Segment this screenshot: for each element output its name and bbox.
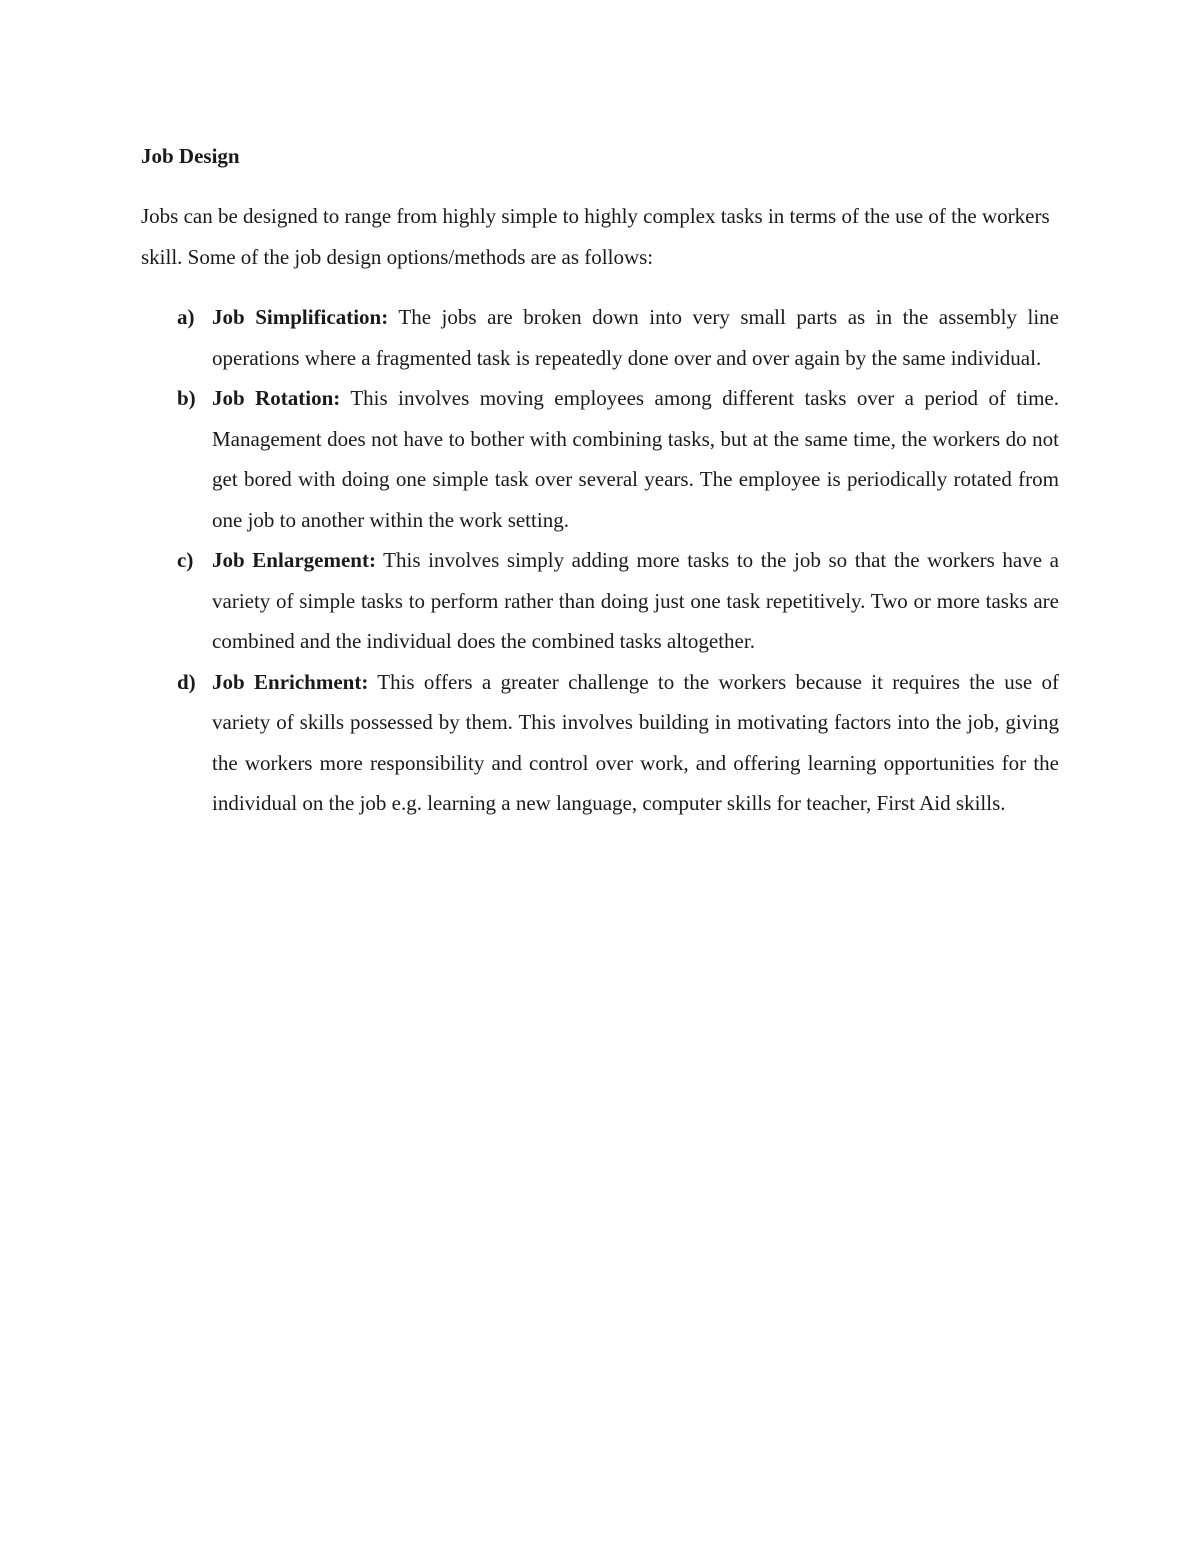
method-term: Job Enrichment: (212, 669, 369, 694)
list-item-job-simplification (141, 297, 1059, 378)
list-item-job-rotation (141, 378, 1059, 540)
method-description: This offers a greater challenge to the workers because it requires the use of variety of skills possessed by them. This involves building in motivating factors into the job, giving the workers more responsibility and control over work, and offering learning opportunities for the individual on the job e.g. learning a new language, computer skills for teacher, First Aid skills. (212, 669, 1060, 815)
list-marker: a) (177, 305, 195, 329)
job-design-methods-list (141, 297, 1059, 824)
section-heading: Job Design (141, 144, 240, 168)
method-description: This involves simply adding more tasks to the job so that the workers have a variety of simple tasks to perform rather than doing just one task repetitively. Two or more tasks are combined and the individual does the combined tasks altogether. (212, 548, 1059, 653)
list-marker: b) (177, 386, 196, 410)
list-marker: d) (177, 669, 196, 694)
method-description: This involves moving employees among different tasks over a period of time. Management does not have to bother with combining tasks, but at the same time, the workers do not get bored with doing one simple task over several years. The employee is periodically rotated from one job to another within the work setting. (212, 386, 1059, 532)
method-term: Job Simplification: (212, 305, 389, 329)
method-term: Job Rotation: (212, 386, 341, 410)
list-item-job-enlargement (141, 540, 1059, 662)
list-item-job-enrichment (141, 662, 1059, 824)
method-description: The jobs are broken down into very small parts as in the assembly line operations where a fragmented task is repeatedly done over and over again by the same individual. (212, 305, 1059, 370)
method-term: Job Enlargement: (212, 548, 376, 572)
list-marker: c) (177, 548, 194, 572)
intro-paragraph: Jobs can be designed to range from highly simple to highly complex tasks in terms of the use of the workers skill. Some of the job design options/methods are as follows: (141, 204, 1050, 269)
document-body (141, 138, 1059, 824)
